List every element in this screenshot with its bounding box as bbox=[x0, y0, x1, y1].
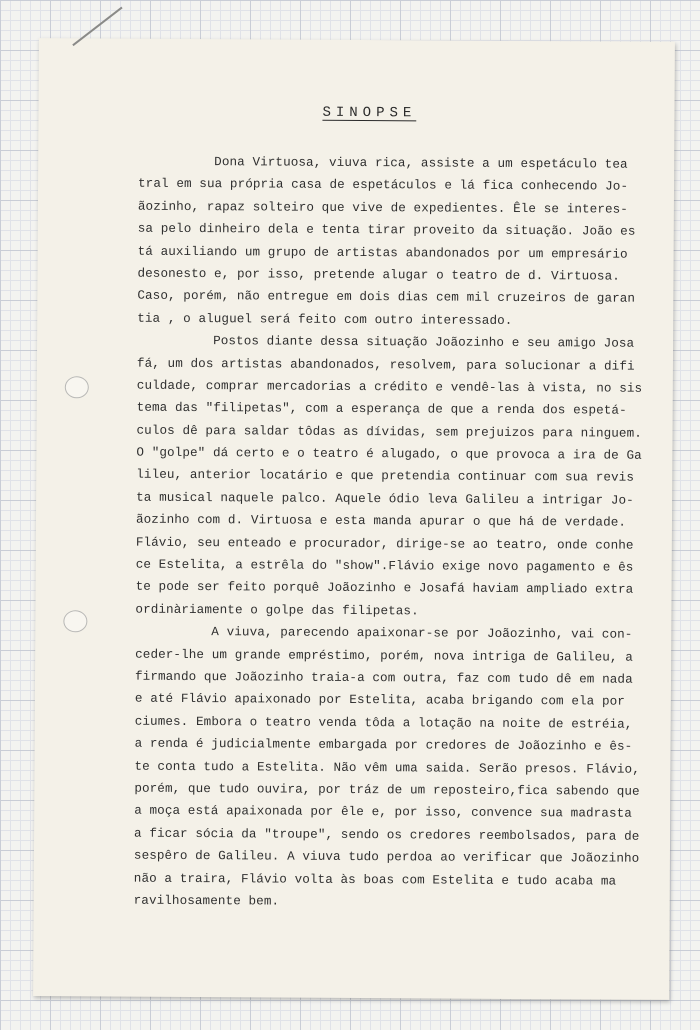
document-title: SINOPSE bbox=[322, 104, 417, 122]
text-line: culdade, comprar mercadorias a crédito e vendê-las à vista, no sis bbox=[136, 378, 643, 396]
text-line: sa pelo dinheiro dela e tenta tirar proveito da situação. João es bbox=[137, 221, 636, 239]
text-line: O "golpe" dá certo e o teatro é alugado, o que provoca a ira de Ga bbox=[136, 445, 642, 463]
text-line: firmando que Joãozinho traia-a com outra, faz com tudo dê em nada bbox=[134, 669, 633, 687]
page-fold-crease bbox=[72, 7, 122, 46]
text-line: a renda é judicialmente embargada por credores de Joãozinho e ês- bbox=[134, 736, 633, 754]
text-line: ravilhosamente bem. bbox=[133, 893, 280, 909]
punch-hole-lower bbox=[63, 610, 87, 632]
text-line: e até Flávio apaixonado por Estelita, acaba brigando com ela por bbox=[134, 692, 626, 710]
text-line: culos dê para saldar tôdas as dívidas, sem prejuizos para ninguem. bbox=[136, 423, 642, 441]
synopsis-body bbox=[134, 151, 659, 915]
text-line: tral em sua própria casa de espetáculos e lá fica conhecendo Jo- bbox=[137, 177, 629, 195]
text-line: ãozinho com d. Virtuosa e esta manda apurar o que há de verdade. bbox=[135, 512, 627, 530]
text-line: A viuva, parecendo apaixonar-se por Joãozinho, vai con- bbox=[211, 625, 633, 642]
text-line: ciumes. Embora o teatro venda tôda a lotação na noite de estréia, bbox=[134, 714, 633, 732]
text-line: a moça está apaixonada por êle e, por isso, convence sua madrasta bbox=[134, 803, 632, 822]
text-line: Postos diante dessa situação Joãozinho e seu amigo Josa bbox=[213, 334, 635, 351]
text-line: ce Estelita, a estrêla do "show".Flávio exige novo pagamento e ês bbox=[135, 557, 634, 575]
text-line: te pode ser feito porquê Joãozinho e Josafá haviam ampliado extra bbox=[135, 580, 634, 598]
text-line: porém, que tudo ouvira, por tráz de um reposteiro,fica sabendo que bbox=[134, 781, 640, 799]
punch-hole-upper bbox=[65, 376, 89, 398]
text-line: Caso, porém, não entregue em dois dias cem mil cruzeiros de garan bbox=[137, 289, 636, 307]
text-line: fá, um dos artistas abandonados, resolvem, para solucionar a difi bbox=[136, 356, 635, 374]
text-line: lileu, anterior locatário e que pretendia continuar com sua revis bbox=[136, 468, 635, 486]
text-line: não a traira, Flávio volta às boas com Estelita e tudo acaba ma bbox=[133, 871, 617, 889]
text-line: ordinàriamente o golpe das filipetas. bbox=[135, 602, 419, 619]
text-line: tia , o aluguel será feito com outro interessado. bbox=[137, 311, 513, 328]
text-line: ãozinho, rapaz solteiro que vive de expedientes. Êle se interes- bbox=[137, 199, 629, 217]
text-line: ta musical naquele palco. Aquele ódio leva Galileu a intrigar Jo- bbox=[136, 490, 634, 508]
text-line: a ficar sócia da "troupe", sendo os credores reembolsados, para de bbox=[134, 826, 640, 844]
text-line: te conta tudo a Estelita. Não vêm uma saida. Serão presos. Flávio, bbox=[134, 759, 640, 777]
text-line: ceder-lhe um grande empréstimo, porém, nova intriga de Galileu, a bbox=[135, 647, 633, 665]
text-line: desonesto e, por isso, pretende alugar o teatro de d. Virtuosa. bbox=[137, 266, 620, 284]
text-line: Flávio, seu enteado e procurador, dirige-se ao teatro, onde conhe bbox=[135, 535, 634, 553]
text-line: Dona Virtuosa, viuva rica, assiste a um espetáculo tea bbox=[214, 155, 628, 172]
typewritten-page bbox=[33, 38, 675, 1000]
text-line: sespêro de Galileu. A viuva tudo perdoa ao verificar que Joãozinho bbox=[133, 848, 640, 866]
text-line: tema das "filipetas", com a esperança de que a renda dos espetá- bbox=[136, 400, 627, 418]
text-line: tá auxiliando um grupo de artistas abandonados por um empresário bbox=[137, 244, 628, 262]
